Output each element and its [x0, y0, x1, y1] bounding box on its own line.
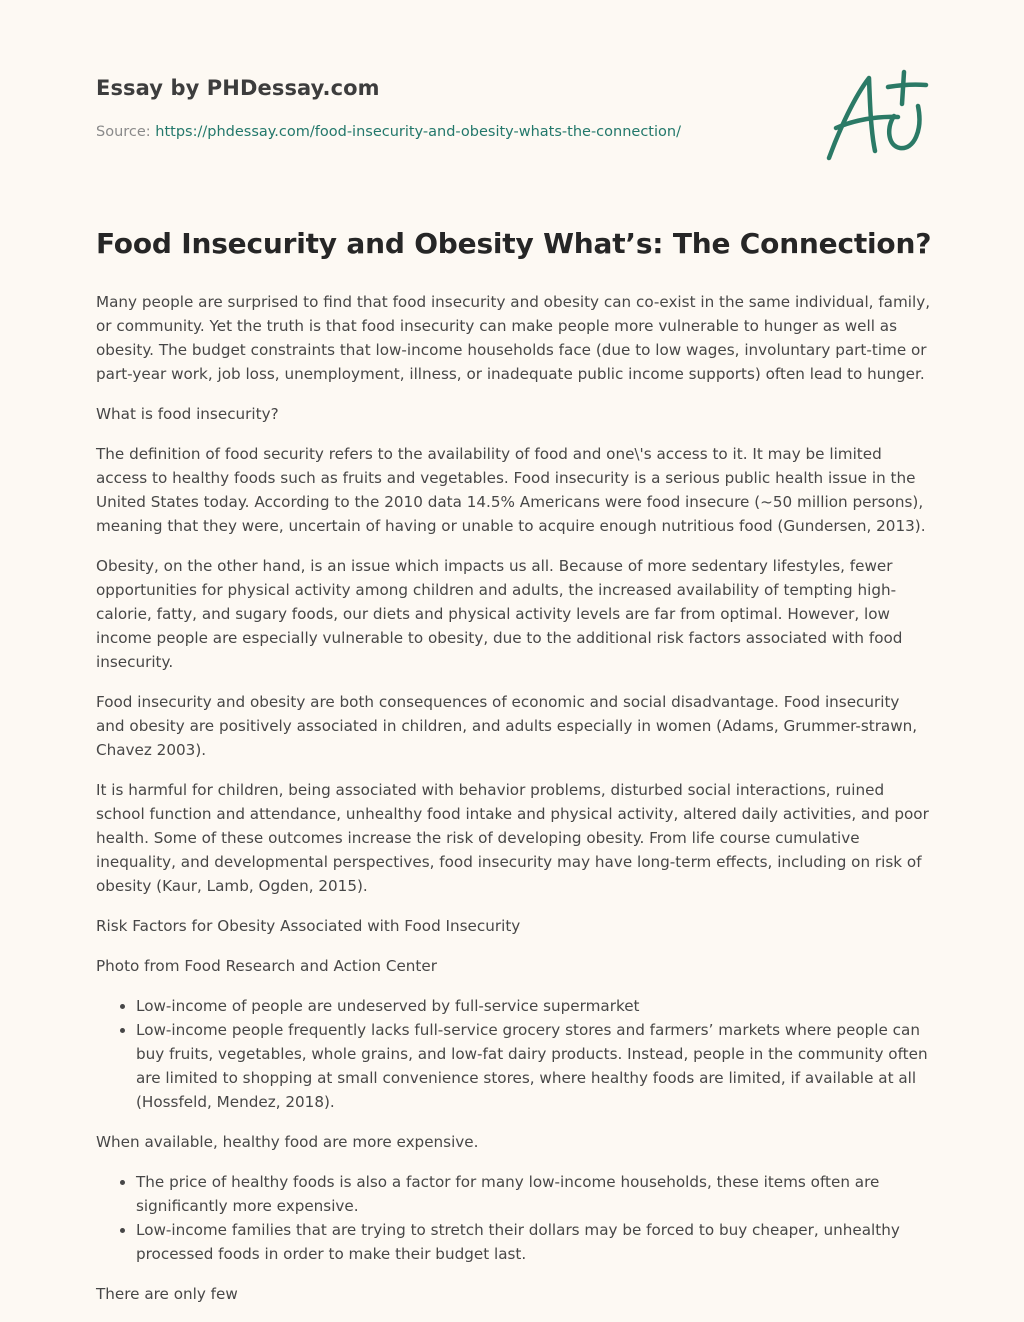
paragraph: Photo from Food Research and Action Center — [96, 957, 437, 975]
paragraph: When available, healthy food are more expensive. — [96, 1133, 479, 1151]
paragraph: There are only few — [96, 1285, 238, 1303]
list-item: • Low-income of people are undeserved by full-service supermarket — [136, 994, 932, 1018]
paragraph: What is food insecurity? — [96, 405, 279, 423]
paragraph: Risk Factors for Obesity Associated with Food Insecurity — [96, 917, 521, 935]
source-label: Source: — [96, 124, 151, 140]
list-item: • The price of healthy foods is also a factor for many low-income households, these items often are significantly more expensive. — [136, 1170, 932, 1218]
source-link[interactable]: https://phdessay.com/food-insecurity-and-obesity-whats-the-connection/ — [155, 124, 681, 140]
list-item: • Low-income people frequently lacks full-service grocery stores and farmers’ markets where people can buy fruits, vegetables, whole grains, and low-fat dairy products. Instead, people in the community often are limited to shopping at small convenience stores, where healthy foods are limited, if available at all (Hossfeld, Mendez, 2018). — [136, 1018, 932, 1114]
paragraph: The definition of food security refers to the availability of food and one\'s access to it. It may be limited access to healthy foods such as fruits and vegetables. Food insecurity is a serious public health issue in the United States today. According to the 2010 data 14.5% Americans were food insecure (~50 million persons), meaning that they were, uncertain of having or unable to acquire enough nutritious food (Gundersen, 2013). — [96, 445, 926, 535]
source-line — [96, 124, 681, 140]
paragraph: Food insecurity and obesity are both consequences of economic and social disadvantage. Food insecurity and obesity are positively associated in children, and adults especially in women (Adams, Grummer-strawn, Chavez 2003). — [96, 693, 918, 759]
article-title: Food Insecurity and Obesity What’s: The Connection? — [96, 227, 932, 260]
paragraph: It is harmful for children, being associated with behavior problems, disturbed social interactions, ruined school function and attendance, unhealthy food intake and physical activity, altered daily activities, and poor health. Some of these outcomes increase the risk of developing obesity. From life course cumulative inequality, and developmental perspectives, food insecurity may have long-term effects, including on risk of obesity (Kaur, Lamb, Ogden, 2015). — [96, 781, 929, 895]
article — [96, 224, 932, 1322]
site-title: Essay by PHDessay.com — [96, 76, 380, 100]
paragraph: Obesity, on the other hand, is an issue which impacts us all. Because of more sedentary lifestyles, fewer opportunities for physical activity among children and adults, the increased availability of tempting high-calorie, fatty, and sugary foods, our diets and physical activity levels are far from optimal. However, low income people are especially vulnerable to obesity, due to the additional risk factors associated with food insecurity. — [96, 557, 903, 671]
a-plus-grade-icon — [822, 66, 932, 166]
paragraph: Many people are surprised to find that food insecurity and obesity can co-exist in the same individual, family, or community. Yet the truth is that food insecurity can make people more vulnerable to hunger as well as obesity. The budget constraints that low-income households face (due to low wages, involuntary part-time or part-year work, job loss, unemployment, illness, or inadequate public income supports) often lead to hunger. — [96, 293, 931, 383]
list-item: • Low-income families that are trying to stretch their dollars may be forced to buy cheaper, unhealthy processed foods in order to make their budget last. — [136, 1218, 932, 1266]
bullet-list — [96, 994, 932, 1114]
bullet-list — [96, 1170, 932, 1266]
